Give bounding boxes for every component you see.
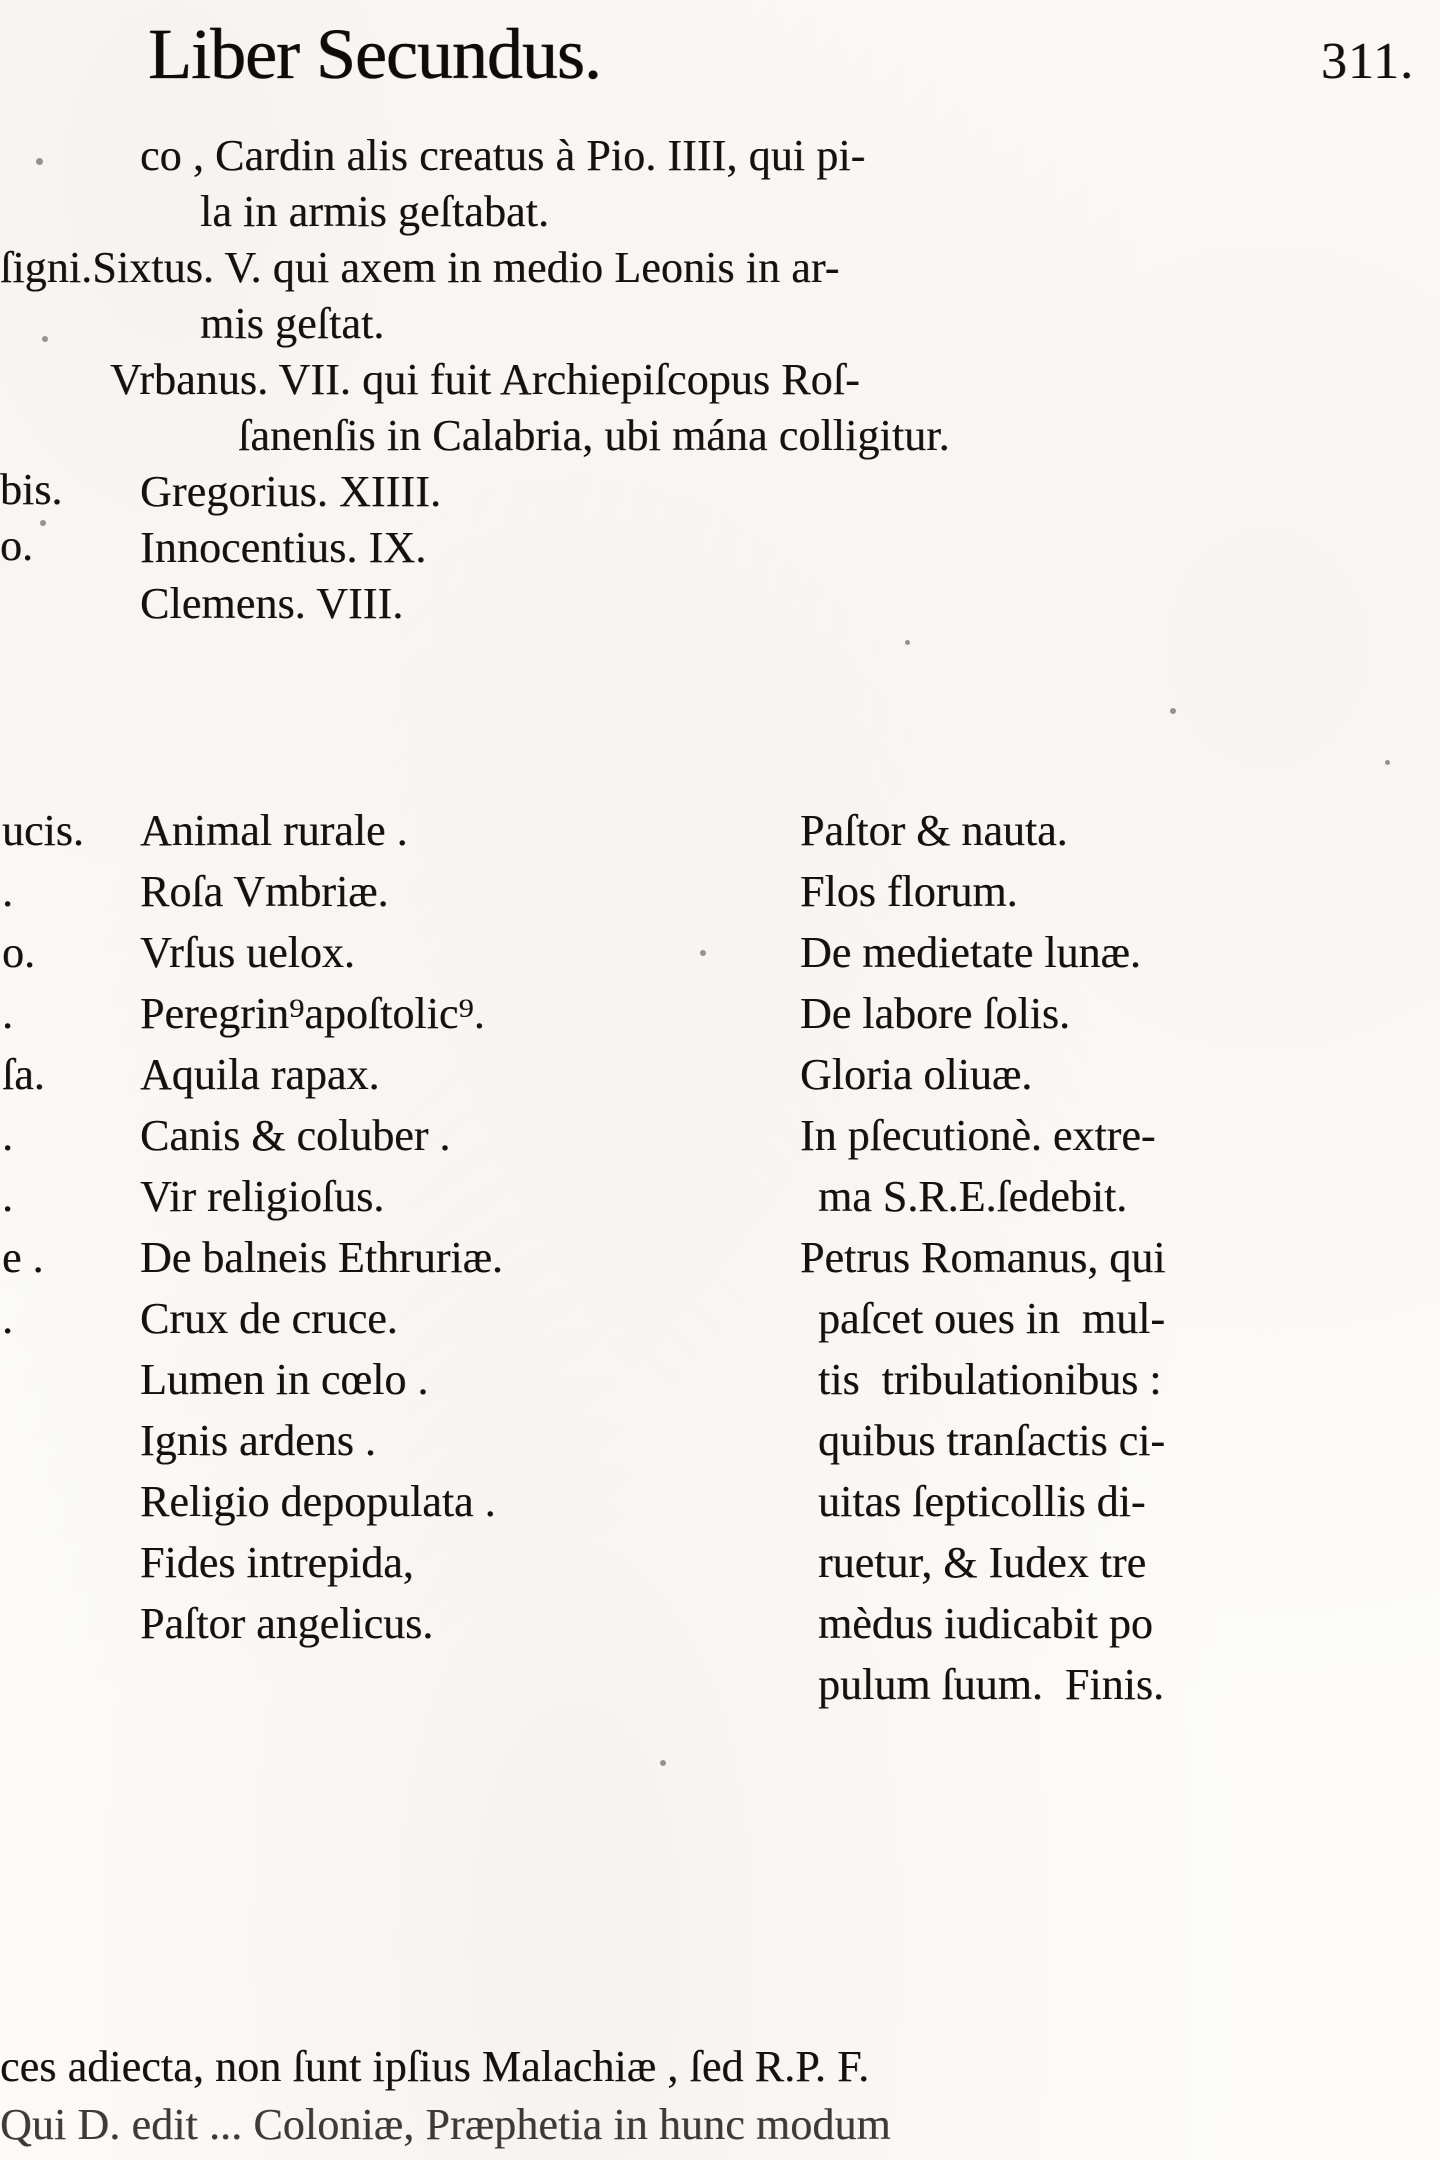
paragraph-block [0, 128, 1440, 632]
text-line: co , Cardin alis creatus à Pio. IIII, qui pi- [140, 131, 866, 180]
footer-line-clipped: Qui D. edit ... Coloniæ, Præphetia in hunc modum [0, 2100, 891, 2149]
ink-speck [905, 640, 910, 645]
margin-stub: . [2, 1294, 13, 1343]
motto-item: Aquila rapax. [140, 1050, 380, 1099]
motto-item: Canis & coluber . [140, 1111, 451, 1160]
motto-item: Ignis ardens . [140, 1416, 376, 1465]
motto-item: Vrſus uelox. [140, 928, 355, 977]
margin-stub: o. [2, 928, 35, 977]
margin-stub-list [0, 800, 132, 1349]
motto-item: uitas ſepticollis di- [818, 1477, 1146, 1526]
margin-stub: ucis. [2, 806, 84, 855]
motto-item: mèdus iudicabit po [818, 1599, 1153, 1648]
margin-stub: ſa. [2, 1050, 45, 1099]
ink-speck [42, 336, 48, 342]
motto-item: Fides intrepida, [140, 1538, 414, 1587]
ink-speck [36, 158, 43, 165]
ink-speck [1170, 708, 1176, 714]
motto-item: Paſtor angelicus. [140, 1599, 434, 1648]
ink-speck [660, 1760, 666, 1766]
motto-item: De labore ſolis. [800, 989, 1071, 1038]
motto-item: Roſa Vmbriæ. [140, 867, 389, 916]
ink-speck [700, 950, 706, 956]
footer-line: ces adiecta, non ſunt ipſius Malachiæ , ſed R.P. F. [0, 2042, 870, 2091]
text-line: ſanenſis in Calabria, ubi mána colligitur. [238, 411, 950, 460]
page-footer [0, 2038, 1440, 2149]
motto-item: Lumen in cœlo . [140, 1355, 429, 1404]
margin-stub: . [2, 867, 13, 916]
motto-item: Crux de cruce. [140, 1294, 398, 1343]
margin-stub: o. [0, 521, 33, 570]
text-line: Clemens. VIII. [140, 579, 404, 628]
motto-item: paſcet oues in mul- [818, 1294, 1166, 1343]
motto-item: Religio depopulata . [140, 1477, 496, 1526]
motto-item: Flos florum. [800, 867, 1018, 916]
motto-item: Peregrin⁹apoſtolic⁹. [140, 989, 485, 1038]
motto-column-right [800, 800, 1430, 1715]
text-line: Vrbanus. VII. qui fuit Archiepiſcopus Roſ- [110, 355, 860, 404]
motto-item: pulum ſuum. Finis. [818, 1660, 1164, 1709]
text-line: la in armis geſtabat. [200, 187, 550, 236]
text-line: mis geſtat. [200, 299, 385, 348]
motto-item: tis tribulationibus : [818, 1355, 1162, 1404]
motto-item: Gloria oliuæ. [800, 1050, 1033, 1099]
margin-stub: . [2, 989, 13, 1038]
motto-item: ruetur, & Iudex tre [818, 1538, 1147, 1587]
margin-stub: . [2, 1111, 13, 1160]
margin-stub: . [2, 1172, 13, 1221]
page-header [0, 10, 1440, 120]
motto-item: ma S.R.E.ſedebit. [818, 1172, 1128, 1221]
text-line: ſigni.Sixtus. V. qui axem in medio Leonis in ar- [0, 243, 840, 292]
text-line: Gregorius. XIIII. [140, 467, 442, 516]
motto-item: quibus tranſactis ci- [818, 1416, 1166, 1465]
motto-column-left [140, 800, 610, 1654]
motto-item: Paſtor & nauta. [800, 806, 1068, 855]
motto-item: Petrus Romanus, qui [800, 1233, 1166, 1282]
margin-stub: e . [2, 1233, 44, 1282]
running-title: Liber Secundus. [148, 14, 601, 94]
ink-speck [1385, 760, 1390, 765]
folio-number: 311. [1320, 33, 1414, 90]
motto-item: De medietate lunæ. [800, 928, 1141, 977]
motto-item: Vir religioſus. [140, 1172, 385, 1221]
motto-item: De balneis Ethruriæ. [140, 1233, 503, 1282]
body-text [0, 128, 1440, 632]
motto-item: In pſecutionè. extre- [800, 1111, 1156, 1160]
motto-item: Animal rurale . [140, 806, 408, 855]
text-line: Innocentius. IX. [140, 523, 427, 572]
ink-speck [40, 520, 46, 526]
margin-stub: bis. [0, 465, 63, 514]
